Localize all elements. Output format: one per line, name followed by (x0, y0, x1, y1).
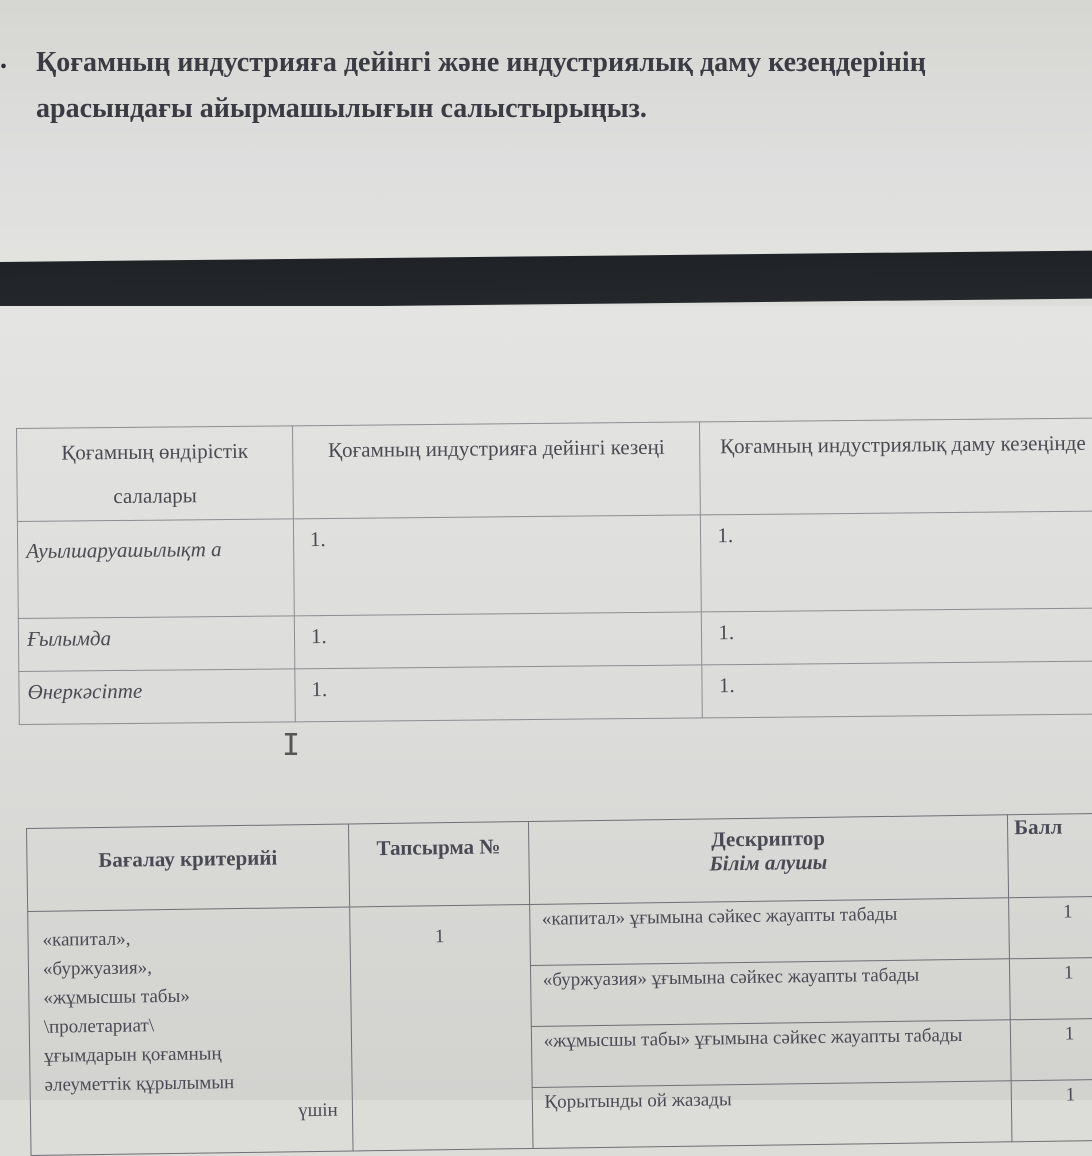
assessment-header-row (27, 813, 1092, 911)
answer-cell-industrial[interactable]: 1. (701, 511, 1092, 612)
answer-cell-industrial[interactable]: 1. (702, 608, 1092, 665)
question-bullet: . (0, 44, 7, 75)
criteria-line: ұғымдарын қоғамның (44, 1043, 222, 1067)
text-cursor-icon: I (282, 728, 301, 763)
criteria-cell (28, 907, 353, 1155)
answer-cell-industrial[interactable]: 1. (702, 661, 1092, 718)
criteria-line: «капитал», (42, 928, 131, 951)
row-label-agriculture: Ауылшаруашылықт а (17, 519, 294, 619)
task-number-cell: 1 (349, 904, 532, 1150)
header-sectors: Қоғамның өндірістік салалары (17, 426, 294, 522)
answer-cell-preindustrial[interactable]: 1. (293, 515, 701, 616)
score-cell: 1 (1011, 1079, 1092, 1142)
comparison-header-row (17, 418, 1092, 521)
header-industrial: Қоғамның индустриялық даму кезеңінде (700, 418, 1092, 515)
criteria-line: «жұмысшы табы» (43, 985, 190, 1009)
descriptor-cell: Қорытынды ой жазады (532, 1081, 1012, 1149)
table-row (17, 511, 1092, 618)
comparison-table (16, 418, 1092, 725)
descriptor-cell: «капитал» ұғымына сәйкес жауапты табады (529, 898, 1009, 966)
header-criteria: Бағалау критерийі (27, 824, 350, 911)
header-descriptor-title: Дескриптор (710, 825, 826, 852)
criteria-line: әлеуметтік құрылымын (44, 1072, 235, 1096)
criteria-line: үшін (297, 1099, 338, 1122)
descriptor-cell: «буржуазия» ұғымына сәйкес жауапты табады (530, 959, 1010, 1027)
question-text: Қоғамның индустрияға дейінгі және индустриялық даму кезеңдерінің арасындағы айырмашылығын салыстырыңыз. (36, 47, 926, 124)
assessment-table (26, 813, 1092, 1156)
header-preindustrial: Қоғамның индустрияға дейінгі кезеңі (292, 422, 700, 519)
criteria-line: \пролетариат\ (43, 1015, 155, 1038)
score-cell: 1 (1009, 957, 1092, 1020)
header-descriptor-subtitle: Білім алушы (709, 849, 828, 876)
page-divider-band (0, 251, 1092, 310)
answer-cell-preindustrial[interactable]: 1. (295, 665, 703, 722)
answer-cell-preindustrial[interactable]: 1. (294, 612, 702, 669)
descriptor-cell: «жұмысшы табы» ұғымына сәйкес жауапты табады (531, 1020, 1011, 1088)
score-cell: 1 (1010, 1018, 1092, 1081)
header-task-number: Тапсырма № (348, 821, 529, 907)
score-cell: 1 (1009, 896, 1092, 959)
header-descriptor (528, 815, 1009, 905)
row-label-science: Ғылымда (18, 616, 294, 672)
table-row (19, 661, 1092, 724)
header-score: Балл (1007, 813, 1092, 898)
row-label-industry: Өнеркәсіпте (19, 669, 295, 725)
criteria-line: «буржуазия», (42, 957, 153, 980)
